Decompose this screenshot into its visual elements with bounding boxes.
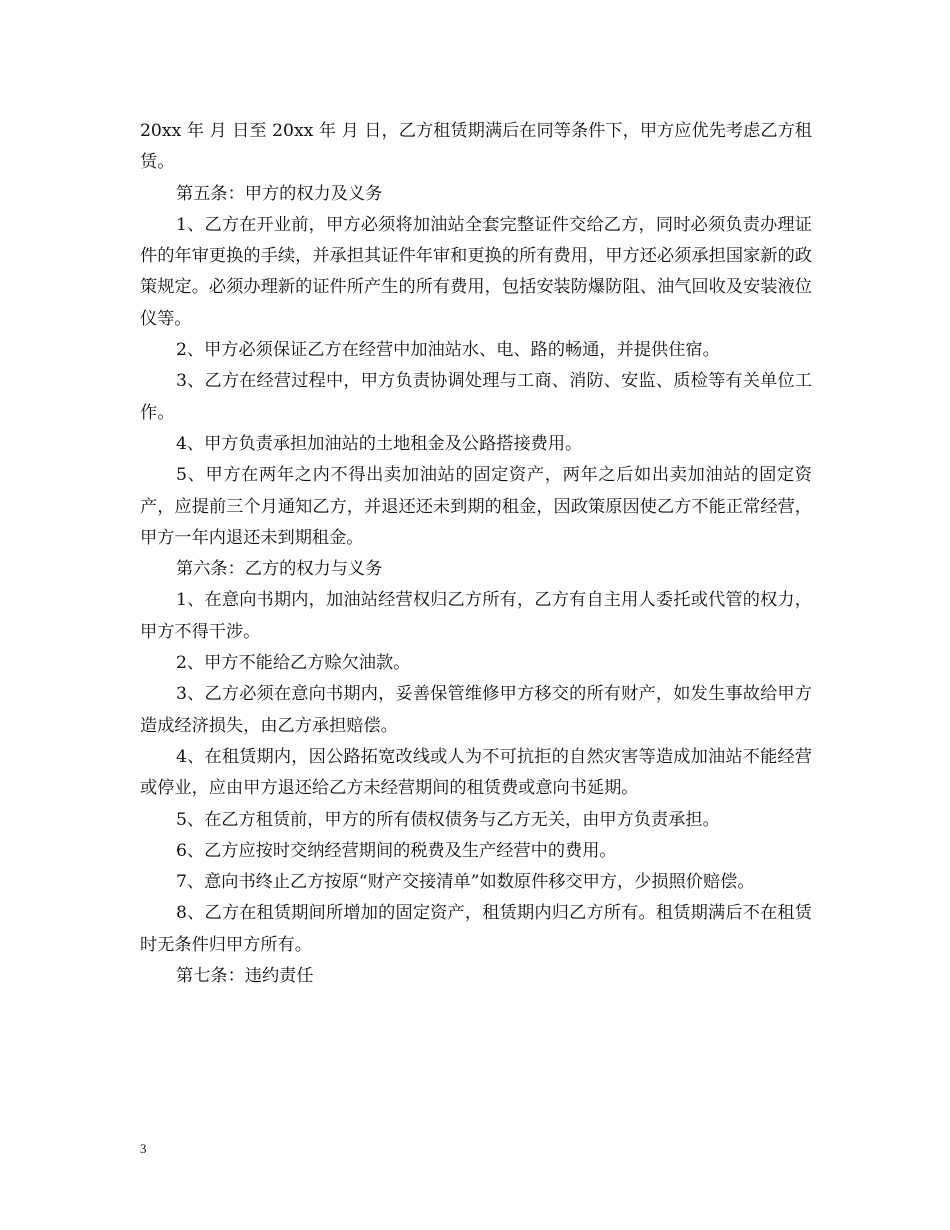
paragraph: 4、甲方负责承担加油站的土地租金及公路搭接费用。 <box>176 433 583 454</box>
paragraph: 2、甲方必须保证乙方在经营中加油站水、电、路的畅通，并提供住宿。 <box>176 340 720 361</box>
paragraph: 5、甲方在两年之内不得出卖加油站的固定资产，两年之后如出卖加油站的固定资产，应提前三个月通知乙方，并退还还未到期的租金，因政策原因使乙方不能正常经营，甲方一年内退还未到期租金。 <box>140 465 812 548</box>
paragraph: 1、乙方在开业前，甲方必须将加油站全套完整证件交给乙方，同时必须负责办理证件的年审更换的手续，并承担其证件年审和更换的所有费用，甲方还必须承担国家新的政策规定。必须办理新的证件所产生的所有费用，包括安装防爆防阻、油气回收及安装液位仪等。 <box>140 214 812 329</box>
document-body <box>140 116 812 992</box>
page-number: 3 <box>140 1141 147 1156</box>
section-heading-5: 第五条：甲方的权力及义务 <box>176 183 383 204</box>
paragraph: 8、乙方在租赁期间所增加的固定资产，租赁期内归乙方所有。租赁期满后不在租赁时无条件归甲方所有。 <box>140 903 812 955</box>
paragraph: 1、在意向书期内，加油站经营权归乙方所有，乙方有自主用人委托或代管的权力，甲方不得干涉。 <box>140 590 812 642</box>
paragraph: 3、乙方必须在意向书期内，妥善保管维修甲方移交的所有财产，如发生事故给甲方造成经济损失，由乙方承担赔偿。 <box>140 684 812 736</box>
paragraph: 3、乙方在经营过程中，甲方负责协调处理与工商、消防、安监、质检等有关单位工作。 <box>140 371 812 423</box>
paragraph: 6、乙方应按时交纳经营期间的税费及生产经营中的费用。 <box>176 840 617 861</box>
section-heading-6: 第六条：乙方的权力与义务 <box>176 559 383 580</box>
paragraph: 7、意向书终止乙方按原“财产交接清单”如数原件移交甲方，少损照价赔偿。 <box>176 872 755 893</box>
paragraph: 20xx 年 月 日至 20xx 年 月 日，乙方租赁期满后在同等条件下，甲方应优先考虑乙方租赁。 <box>140 121 812 173</box>
section-heading-7: 第七条：违约责任 <box>176 966 314 987</box>
paragraph: 4、在租赁期内，因公路拓宽改线或人为不可抗拒的自然灾害等造成加油站不能经营或停业，应由甲方退还给乙方未经营期间的租赁费或意向书延期。 <box>140 746 812 799</box>
paragraph: 2、甲方不能给乙方赊欠油款。 <box>176 653 411 674</box>
paragraph: 5、在乙方租赁前，甲方的所有债权债务与乙方无关，由甲方负责承担。 <box>176 809 720 830</box>
